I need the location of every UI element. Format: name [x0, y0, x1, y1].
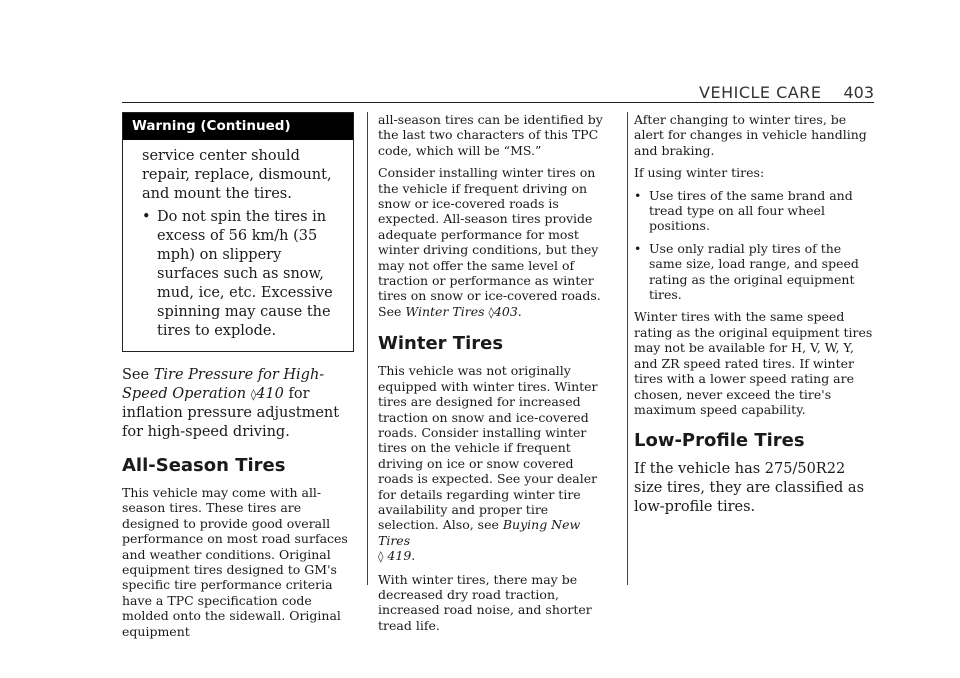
warning-body: [123, 140, 353, 351]
winter-tire-bullets: [634, 188, 874, 303]
heading-low-profile: Low-Profile Tires: [634, 430, 805, 452]
column-divider: [627, 112, 628, 585]
page-ref-icon: ◊: [488, 305, 494, 319]
tpc-code-text: all-season tires can be identified by the last two characters of this TPC code, which will be “MS.”: [378, 112, 603, 158]
low-profile-body: If the vehicle has 275/50R22 size tires, they are classified as low-profile tires.: [634, 461, 865, 516]
reference-link[interactable]: Winter Tires: [405, 303, 485, 319]
page-header: [122, 82, 874, 102]
warning-title: Warning (Continued): [123, 113, 353, 140]
winter-body: This vehicle was not originally equipped with winter tires. Winter tires are designed for increased traction on snow and ice-covered roads. Consider installing winter tires on the vehicle if frequent driving on ice or snow covered roads is expected. See your dealer for details regarding winter tire availability and proper tire selection. Also, see Buying New Tires ◊ 419.: [378, 363, 598, 564]
warning-bullet-text: Do not spin the tires in excess of 56 km/h (35 mph) on slippery surfaces such as snow, mud, ice, etc. Excessive spinning may cause the tires to explode.: [157, 209, 333, 339]
page-ref-icon: ◊: [250, 388, 257, 401]
bullet-icon: •: [634, 240, 642, 256]
page-ref-icon: ◊: [378, 550, 384, 564]
list-item: • Use tires of the same brand and tread type on all four wheel positions.: [634, 187, 853, 234]
column-3: [634, 112, 874, 524]
warning-continued-text: service center should repair, replace, dismount, and mount the tires.: [142, 148, 332, 202]
bullet-icon: •: [634, 187, 642, 203]
speed-rating-text: Winter tires with the same speed rating as the original equipment tires may not be available for H, V, W, Y, and ZR speed rated tires. If winter tires with a lower speed rating are chosen, never exceed the tire's maximum speed capability.: [634, 309, 873, 417]
if-using-text: If using winter tires:: [634, 165, 765, 181]
heading-winter: Winter Tires: [378, 333, 504, 355]
heading-all-season: All-Season Tires: [122, 455, 286, 476]
warning-bullet: [142, 208, 341, 341]
reference-page[interactable]: 410: [256, 386, 284, 402]
list-item: • Use only radial ply tires of the same size, load range, and speed rating as the original equipment tires.: [634, 240, 859, 303]
page-number: 403: [843, 83, 874, 102]
warning-box: [122, 112, 354, 352]
see-reference: See Tire Pressure for High-Speed Operation ◊410 for inflation pressure adjustment for high-speed driving.: [122, 367, 340, 440]
column-1: [122, 112, 354, 646]
header-rule: [122, 102, 874, 103]
column-2: [378, 112, 611, 640]
winter-drawbacks-text: With winter tires, there may be decreased dry road traction, increased road noise, and shorter tread life.: [378, 571, 592, 633]
reference-link[interactable]: Buying New Tires: [378, 517, 581, 548]
reference-page[interactable]: 403: [493, 303, 518, 319]
reference-link[interactable]: Tire Pressure for High-Speed Operation: [122, 367, 325, 402]
after-change-text: After changing to winter tires, be alert for changes in vehicle handling and braking.: [634, 112, 867, 158]
section-title: VEHICLE CARE: [699, 83, 822, 102]
all-season-body: This vehicle may come with all-season tires. These tires are designed to provide good overall performance on most road surfaces and weather conditions. Original equipment tires designed to GM's specific tire performance criteria have a TPC specification code molded onto the sidewall. Original equipment: [122, 485, 348, 639]
reference-page[interactable]: 419: [387, 548, 412, 564]
winter-consider-text: Consider installing winter tires on the vehicle if frequent driving on snow or ice-covered roads is expected. All-season tires provide adequate performance for most winter driving conditions, but they may not offer the same level of traction or performance as winter tires on snow or ice-covered roads. See Winter Tires ◊403.: [378, 165, 601, 319]
column-divider: [367, 112, 368, 585]
bullet-icon: •: [142, 209, 151, 225]
